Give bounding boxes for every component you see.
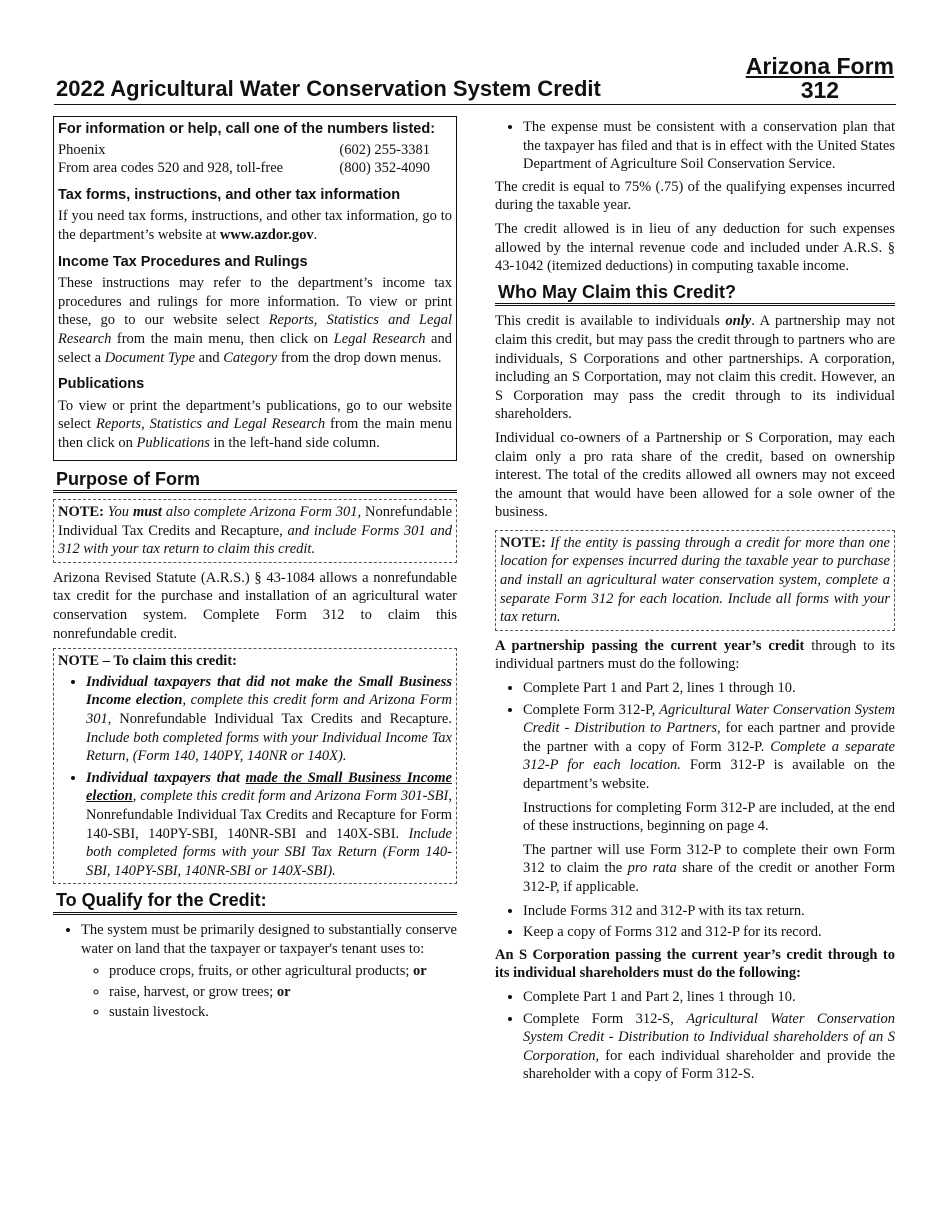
credit-amount-text: The credit is equal to 75% (.75) of the qualifying expenses incurred during the taxable year. [495,178,895,214]
claim-note: NOTE – To claim this credit: • Individual taxpayers that did not make the Small Business Income election, complete this credit form and Arizona Form 301, Nonrefundable Individual Tax Credits and Recapture. Include both completed forms with your Individual Income Tax Return, (Form 140, 140PY, 140NR or 140X). • Individual taxpayers that made the Small Business Income election, complete this credit form and Arizona Form 301-SBI, Nonrefundable Individual Tax Credits and Recapture for Form 140-SBI, 140PY-SBI, 140NR-SBI and 140X-SBI. Include both completed forms with your SBI Tax Return (Form 140-SBI, 140PY-SBI, 140NR-SBI or 140X-SBI). [53,648,457,884]
info-heading: For information or help, call one of the numbers listed: [58,121,436,137]
scorp-bullet: • Complete Form 312-S, Agricultural Water Conservation System Credit - Distribution to Individual shareholders of an S Corporation, for each individual shareholder and provide the shareholder with a copy of Form 312-S. [523,1010,895,1084]
phone-row: Phoenix (602) 255-3381 [58,141,430,158]
website-link[interactable]: www.azdor.gov [219,226,314,243]
procedures-text: These instructions may refer to the department’s income tax procedures and rulings for more information. To view or print these, go to our website select Reports, Statistics and Legal Research from the main menu, then click on Legal Research and select a Document Type and Category from the drop down menus. [58,275,453,366]
location-note: NOTE: If the entity is passing through a credit for more than one location for expenses incurred during the taxable year to purchase and install an agricultural water conservation system, complete a separate Form 312 for each location. Include all forms with your tax return. [495,530,895,631]
info-box [53,116,457,461]
qualify-sub-item: ◦ sustain livestock. [109,1003,457,1022]
who-heading: Who May Claim this Credit? [495,282,895,307]
tax-forms-text: If you need tax forms, instructions, and other tax information, go to the department’s website at www.azdor.gov. [58,208,452,243]
qualify-sub-item: ◦ produce crops, fruits, or other agricultural products; or [109,962,457,981]
qualify-bullet: • The expense must be consistent with a conservation plan that the taxpayer has filed and that is in effect with the United States Department of Agriculture Soil Conservation Service. [523,118,895,174]
purpose-body: Arizona Revised Statute (A.R.S.) § 43-1084 allows a nonrefundable tax credit for the purchase and installation of an agricultural water conservation system. Complete Form 312 to claim this nonrefundable credit. [53,569,457,642]
partnership-bullet: • Keep a copy of Forms 312 and 312-P for its record. [523,923,895,942]
form-label: Arizona Form [745,53,894,79]
who-p2: Individual co-owners of a Partnership or S Corporation, may each claim only a pro rata share of the credit, based on ownership interest. The total of the credits allowed all owners may not exceed the amount that would have been allowed for a sole owner of the business. [495,429,895,521]
scorp-bullet: • Complete Part 1 and Part 2, lines 1 through 10. [523,988,895,1007]
left-column [53,116,457,1026]
qualify-heading: To Qualify for the Credit: [53,890,457,915]
partnership-intro: A partnership passing the current year’s credit through to its individual partners must do the following: [495,637,895,673]
partnership-bullet: • Complete Part 1 and Part 2, lines 1 through 10. [523,679,895,698]
claim-bullet: • Individual taxpayers that made the Small Business Income election, complete this credit form and Arizona Form 301-SBI, Nonrefundable Individual Tax Credits and Recapture for Form 140-SBI, 140PY-SBI, 140NR-SBI and 140X-SBI. Include both completed forms with your SBI Tax Return (Form 140-SBI, 140PY-SBI, 140NR-SBI or 140X-SBI). [86,769,452,881]
tax-forms-heading: Tax forms, instructions, and other tax information [58,186,401,203]
qualify-bullet: • The system must be primarily designed to substantially conserve water on land that the taxpayer or taxpayer's tenant uses to: ◦ produce crops, fruits, or other agricultural products; or ◦ raise, harvest, or grow trees; or ◦ sustain livestock. [81,921,457,1022]
credit-lieu-text: The credit allowed is in lieu of any deduction for such expenses allowed by the internal revenue code and included under A.R.S. § 43-1042 (itemized deductions) in computing taxable income. [495,220,895,275]
purpose-heading: Purpose of Form [53,469,457,494]
qualify-sub-item: ◦ raise, harvest, or grow trees; or [109,983,457,1002]
page-title: 2022 Agricultural Water Conservation System Credit [56,76,601,101]
phone-row: From area codes 520 and 928, toll-free (800) 352-4090 [58,160,430,177]
who-p1: This credit is available to individuals only. A partnership may not claim this credit, but may pass the credit through to partners who are individuals, S Corporations and other partnerships. A corporation, including an S Corportation, may not claim this credit. However, an S Corporation may pass the credit through to its individual shareholders. [495,313,895,423]
scorp-intro: An S Corporation passing the current year’s credit through to its individual shareholders must do the following: [495,946,895,982]
procedures-heading: Income Tax Procedures and Rulings [58,253,308,270]
form-number [746,54,894,102]
claim-bullet: • Individual taxpayers that did not make the Small Business Income election, complete this credit form and Arizona Form 301, Nonrefundable Individual Tax Credits and Recapture. Include both completed forms with your Individual Income Tax Return, (Form 140, 140PY, 140NR or 140X). [86,673,452,766]
header-rule [54,104,896,105]
partnership-bullet: • Include Forms 312 and 312-P with its tax return. [523,902,895,921]
right-column [495,116,895,1088]
form-code: 312 [800,77,840,103]
partnership-bullet: • Complete Form 312-P, Agricultural Water Conservation System Credit - Distribution to Partners, for each partner and provide the partner with a copy of Form 312-P. Complete a separate 312-P for each location. Form 312-P is available on the department’s website. Instructions for completing Form 312-P are included, at the end of these instructions, beginning on page 4. The partner will use Form 312-P to complete their own Form 312 to claim the pro rata share of the credit or another Form 312-P, if applicable. [523,701,895,897]
purpose-note: NOTE: You must also complete Arizona Form 301, Nonrefundable Individual Tax Credits and Recapture, and include Forms 301 and 312 with your tax return to claim this credit. [53,499,457,563]
publications-text: To view or print the department’s publications, go to our website select Reports, Statistics and Legal Research from the main menu then click on Publications in the left-hand side column. [58,397,452,451]
publications-heading: Publications [58,376,145,393]
